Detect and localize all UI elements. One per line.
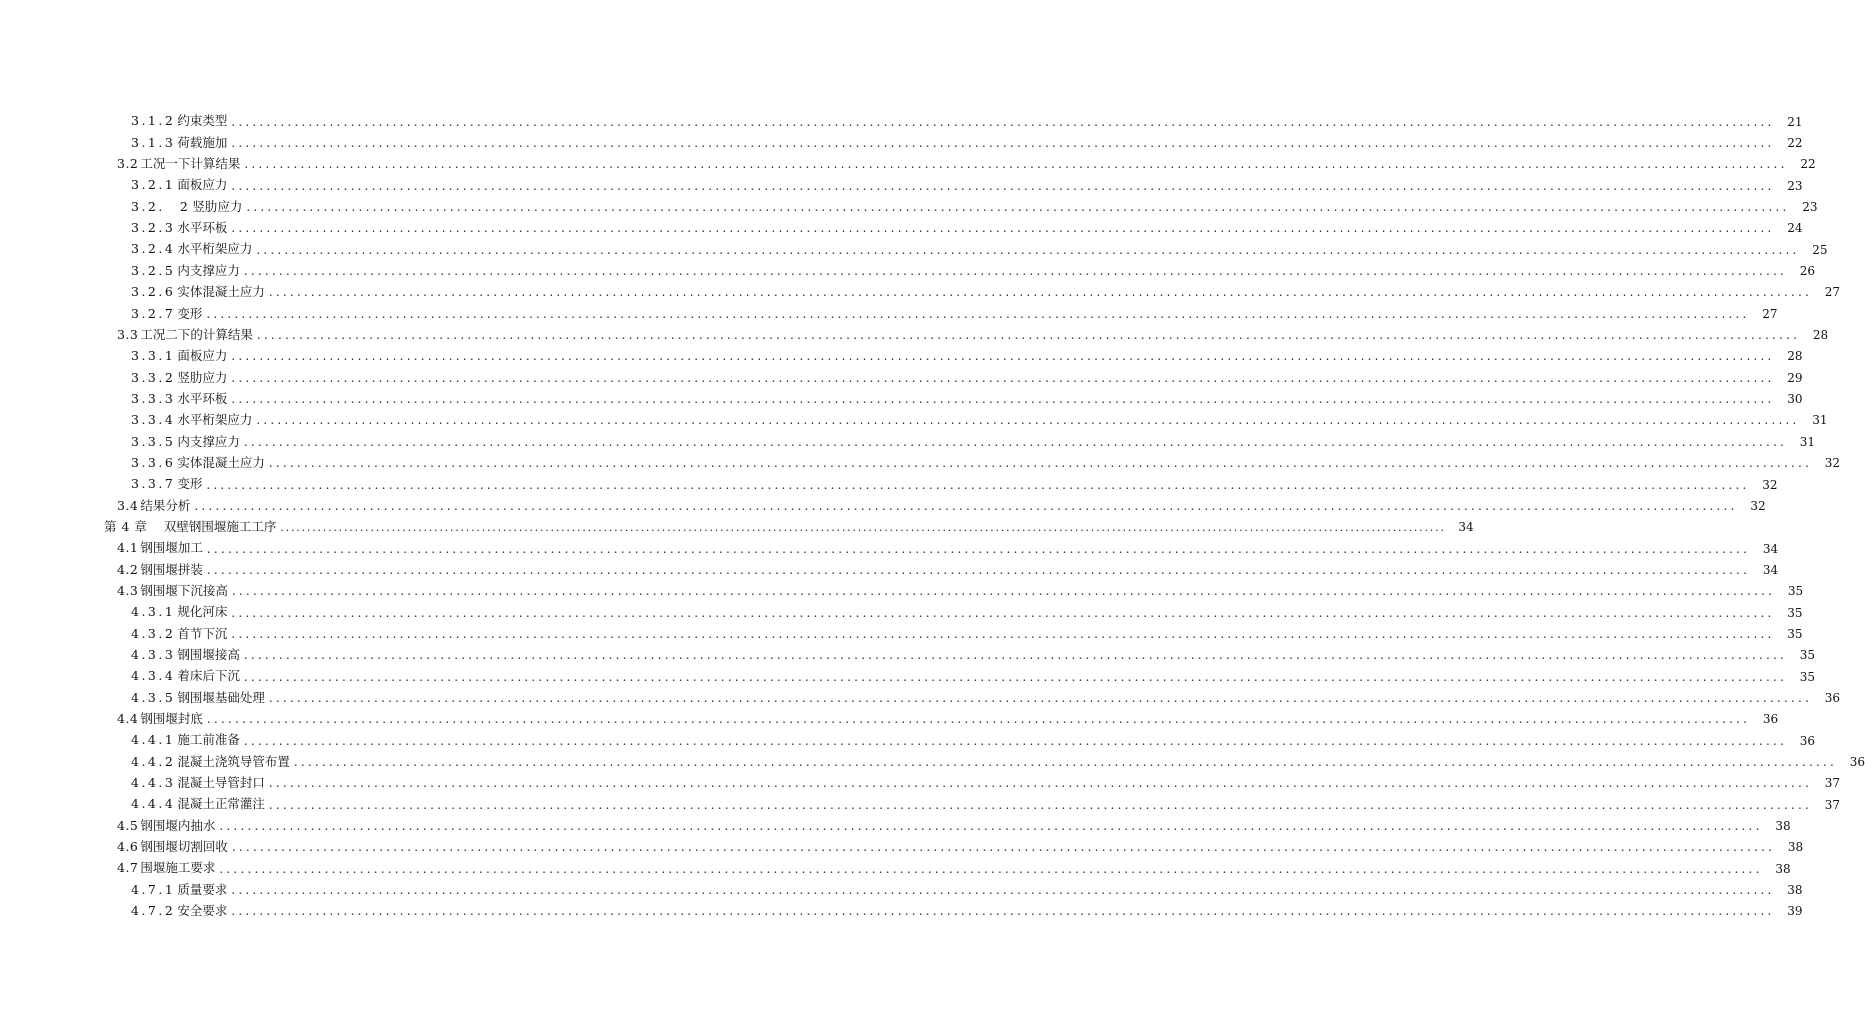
dot-leader: ............................................................................................................................................................................................................................ <box>206 541 1751 556</box>
dot-leader: ............................................................................................................................................................................................................................ <box>231 178 1775 193</box>
toc-entry-title: 着床后下沉 <box>177 668 240 684</box>
toc-entry-number: 3.2. 2 <box>131 198 191 214</box>
toc-entry-title: 混凝土浇筑导管布置 <box>177 753 290 769</box>
toc-entry-page-number: 35 <box>1787 605 1803 620</box>
toc-entry-text <box>131 777 265 790</box>
toc-entry-text <box>131 625 228 641</box>
toc-entry-title: 质量要求 <box>177 881 228 897</box>
toc-entry-text <box>131 606 227 619</box>
toc-entry[interactable] <box>0 324 1829 345</box>
toc-entry-page-number: 38 <box>1775 861 1791 876</box>
toc-entry-text <box>117 561 203 577</box>
toc-entry[interactable] <box>0 132 1803 153</box>
toc-entry-number: 4.5 <box>117 817 139 833</box>
dot-leader: ............................................................................................................................................................................................................................ <box>231 626 1775 641</box>
toc-entry-number: 4.4.3 <box>131 775 176 791</box>
toc-entry-page-number: 28 <box>1787 349 1803 364</box>
dot-leader: ............................................................................................................................................................................................................................ <box>231 584 1776 599</box>
toc-entry-number: 4.1 <box>117 540 139 556</box>
dot-leader: ............................................................................................................................................................................................................................ <box>231 840 1776 855</box>
toc-entry-number: 3.2.7 <box>131 305 176 321</box>
toc-entry-title: 结果分析 <box>140 497 191 513</box>
dot-leader: ............................................................................................................................................................................................................................ <box>244 157 1788 172</box>
toc-entry-title: 竖肋应力 <box>177 369 228 385</box>
toc-entry-title: 面板应力 <box>177 177 228 193</box>
toc-entry[interactable] <box>0 858 1791 879</box>
toc-entry[interactable] <box>0 111 1803 132</box>
toc-entry-title: 竖肋应力 <box>192 198 243 214</box>
toc-entry[interactable] <box>0 773 1841 794</box>
toc-entry-text <box>131 262 240 278</box>
toc-entry[interactable] <box>0 730 1816 751</box>
toc-entry-text <box>117 582 228 598</box>
toc-entry-number: 3.2.5 <box>131 262 176 278</box>
toc-entry-number: 第 4 章 <box>104 518 148 534</box>
dot-leader: ............................................................................................................................................................................................................................ <box>268 776 1813 791</box>
toc-entry-title: 双壁钢围堰施工工序 <box>151 518 277 534</box>
toc-entry[interactable] <box>0 687 1841 708</box>
dot-leader: ............................................................................................................................................................................................................................ <box>268 285 1813 300</box>
toc-entry[interactable] <box>0 453 1841 474</box>
toc-entry[interactable] <box>0 794 1841 815</box>
toc-entry-text <box>117 841 228 854</box>
dot-leader: ............................................................................................................................................................................................................................ <box>268 690 1813 705</box>
toc-entry-number: 4.3.5 <box>131 689 176 705</box>
dot-leader: ............................................................................................................................................................................................................................ <box>280 520 1446 534</box>
toc-entry-title: 钢围堰切割回收 <box>140 839 228 855</box>
toc-entry-page-number: 22 <box>1800 157 1816 172</box>
toc-entry-page-number: 38 <box>1787 883 1803 898</box>
dot-leader: ............................................................................................................................................................................................................................ <box>246 200 1790 215</box>
toc-entry-page-number: 36 <box>1762 712 1779 727</box>
toc-entry-page-number: 21 <box>1787 114 1803 129</box>
dot-leader: ............................................................................................................................................................................................................................ <box>206 306 1750 321</box>
dot-leader: ............................................................................................................................................................................................................................ <box>268 797 1813 812</box>
dot-leader: ............................................................................................................................................................................................................................ <box>231 883 1775 898</box>
toc-entry-text <box>117 542 203 555</box>
toc-entry-title: 工况一下计算结果 <box>140 156 241 172</box>
dot-leader: ............................................................................................................................................................................................................................ <box>231 349 1775 364</box>
toc-entry-text <box>131 179 227 192</box>
toc-entry[interactable] <box>0 282 1841 303</box>
dot-leader: ............................................................................................................................................................................................................................ <box>243 434 1788 449</box>
dot-leader: ............................................................................................................................................................................................................................ <box>231 221 1775 236</box>
toc-entry[interactable] <box>0 538 1779 559</box>
toc-entry-number: 4.3.2 <box>131 625 176 641</box>
toc-entry-text <box>131 414 252 427</box>
toc-entry-title: 钢围堰封底 <box>140 711 203 727</box>
toc-entry-page-number: 37 <box>1824 797 1841 812</box>
dot-leader: ............................................................................................................................................................................................................................ <box>243 733 1788 748</box>
toc-entry-page-number: 35 <box>1799 669 1816 684</box>
toc-entry-title: 规化河床 <box>177 604 228 620</box>
toc-entry-page-number: 30 <box>1787 392 1803 407</box>
toc-entry-number: 4.4 <box>117 711 139 727</box>
toc-entry-page-number: 23 <box>1787 178 1803 193</box>
toc-entry-title: 实体混凝土应力 <box>177 284 265 300</box>
toc-entry-text <box>117 817 216 833</box>
toc-entry-number: 3.3.6 <box>131 454 176 470</box>
toc-entry-page-number: 35 <box>1787 584 1804 599</box>
toc-entry-text <box>131 243 252 256</box>
toc-entry-title: 水平环板 <box>177 390 228 406</box>
toc-entry-number: 4.3.1 <box>131 604 176 620</box>
toc-entry-number: 3.3.2 <box>131 369 176 385</box>
dot-leader: ............................................................................................................................................................................................................................ <box>256 328 1801 343</box>
dot-leader: ............................................................................................................................................................................................................................ <box>219 819 1763 834</box>
toc-entry-page-number: 35 <box>1787 626 1803 641</box>
toc-entry[interactable] <box>0 602 1803 623</box>
toc-entry[interactable] <box>0 431 1816 452</box>
toc-entry-page-number: 36 <box>1799 733 1816 748</box>
toc-entry-text <box>117 713 203 726</box>
toc-entry-text <box>131 198 243 214</box>
toc-entry-title: 施工前准备 <box>177 732 240 748</box>
toc-entry-text <box>131 454 265 470</box>
toc-entry[interactable] <box>0 367 1803 388</box>
toc-entry-title: 钢围堰拼装 <box>140 561 203 577</box>
dot-leader: ............................................................................................................................................................................................................................ <box>256 242 1800 257</box>
dot-leader: ............................................................................................................................................................................................................................ <box>243 264 1788 279</box>
toc-entry-text <box>131 753 290 769</box>
toc-entry-text <box>117 326 253 342</box>
toc-entry-page-number: 38 <box>1787 840 1804 855</box>
toc-entry-page-number: 23 <box>1802 200 1818 215</box>
toc-entry-page-number: 22 <box>1787 136 1803 151</box>
dot-leader: ............................................................................................................................................................................................................................ <box>256 413 1800 428</box>
toc-entry-number: 4.7 <box>117 860 139 876</box>
toc-entry[interactable] <box>0 559 1779 580</box>
toc-entry-title: 变形 <box>177 305 203 321</box>
toc-entry-title: 水平桁架应力 <box>177 241 253 257</box>
toc-entry-title: 安全要求 <box>177 903 228 919</box>
toc-entry-number: 3.3.7 <box>131 476 176 492</box>
toc-entry-number: 4.7.1 <box>131 881 176 897</box>
toc-entry-text <box>117 497 191 513</box>
toc-entry-text <box>131 222 227 235</box>
toc-entry-number: 3.2.4 <box>131 241 176 257</box>
toc-entry-number: 3.3 <box>117 326 139 342</box>
toc-entry-number: 4.4.2 <box>131 753 176 769</box>
toc-entry-text <box>131 905 227 918</box>
toc-entry-page-number: 35 <box>1799 648 1816 663</box>
toc-entry[interactable] <box>0 239 1828 260</box>
toc-entry-number: 3.1.3 <box>131 134 176 150</box>
toc-entry-number: 4.4.1 <box>131 732 176 748</box>
toc-entry-page-number: 39 <box>1787 904 1803 919</box>
toc-entry-text <box>131 390 228 406</box>
toc-entry-page-number: 36 <box>1849 754 1865 769</box>
toc-entry-number: 4.2 <box>117 561 139 577</box>
toc-entry[interactable] <box>0 346 1803 367</box>
toc-entry-page-number: 24 <box>1787 221 1803 236</box>
toc-entry-title: 变形 <box>177 476 203 492</box>
toc-entry-page-number: 27 <box>1762 306 1778 321</box>
toc-entry-title: 钢围堰加工 <box>140 540 203 556</box>
toc-entry-number: 4.7.2 <box>131 903 176 919</box>
toc-entry-page-number: 29 <box>1787 370 1803 385</box>
toc-entry-text <box>131 350 227 363</box>
toc-entry-title: 水平环板 <box>177 220 228 236</box>
toc-entry[interactable] <box>0 645 1816 666</box>
toc-entry[interactable] <box>0 709 1779 730</box>
toc-entry-title: 内支撑应力 <box>177 262 240 278</box>
toc-entry-text <box>131 286 265 299</box>
toc-entry[interactable] <box>0 154 1816 175</box>
toc-entry[interactable] <box>0 517 1474 538</box>
dot-leader: ............................................................................................................................................................................................................................ <box>231 904 1775 919</box>
dot-leader: ............................................................................................................................................................................................................................ <box>206 562 1751 577</box>
toc-entry-number: 3.3.3 <box>131 390 176 406</box>
toc-entry[interactable] <box>0 666 1816 687</box>
toc-entry-number: 3.4 <box>117 497 139 513</box>
toc-entry-number: 3.2.1 <box>131 177 176 193</box>
dot-leader: ............................................................................................................................................................................................................................ <box>206 477 1750 492</box>
toc-entry[interactable] <box>0 303 1778 324</box>
toc-entry[interactable] <box>0 495 1766 516</box>
toc-entry-title: 钢围堰下沉接高 <box>140 582 228 598</box>
toc-entry-page-number: 34 <box>1762 541 1779 556</box>
toc-entry-title: 混凝土正常灌注 <box>177 796 265 812</box>
toc-entry-page-number: 28 <box>1812 328 1829 343</box>
toc-entry[interactable] <box>0 623 1803 644</box>
toc-entry[interactable] <box>0 474 1778 495</box>
toc-entry-page-number: 31 <box>1799 434 1816 449</box>
toc-entry-text <box>131 798 265 811</box>
toc-entry-text <box>131 134 228 150</box>
toc-entry-title: 钢围堰接高 <box>177 647 240 663</box>
toc-entry-page-number: 31 <box>1812 413 1828 428</box>
dot-leader: ............................................................................................................................................................................................................................ <box>206 712 1751 727</box>
toc-entry[interactable] <box>0 388 1803 409</box>
toc-entry-text <box>131 734 240 747</box>
toc-entry-title: 钢围堰内抽水 <box>140 817 216 833</box>
toc-entry-number: 4.3.3 <box>131 647 176 663</box>
dot-leader: ............................................................................................................................................................................................................................ <box>231 605 1775 620</box>
toc-entry-page-number: 34 <box>1762 562 1779 577</box>
toc-entry-text <box>131 433 240 449</box>
dot-leader: ............................................................................................................................................................................................................................ <box>293 754 1838 769</box>
toc-entry-number: 3.2.3 <box>131 220 176 236</box>
toc-entry[interactable] <box>0 218 1803 239</box>
toc-entry-title: 围堰施工要求 <box>140 860 216 876</box>
toc-entry[interactable] <box>0 410 1828 431</box>
toc-entry-text <box>117 158 240 171</box>
toc-entry-number: 4.3.4 <box>131 668 176 684</box>
toc-entry-number: 3.3.5 <box>131 433 176 449</box>
dot-leader: ............................................................................................................................................................................................................................ <box>243 648 1788 663</box>
dot-leader: ............................................................................................................................................................................................................................ <box>194 498 1738 513</box>
toc-entry-text <box>131 670 240 683</box>
toc-entry-page-number: 26 <box>1799 264 1816 279</box>
toc-entry-title: 混凝土导管封口 <box>177 775 265 791</box>
toc-entry-number: 4.3 <box>117 582 139 598</box>
toc-entry[interactable] <box>0 751 1865 772</box>
toc-entry[interactable] <box>0 581 1804 602</box>
toc-entry-page-number: 34 <box>1458 520 1474 535</box>
toc-entry-page-number: 32 <box>1824 456 1841 471</box>
dot-leader: ............................................................................................................................................................................................................................ <box>231 136 1775 151</box>
dot-leader: ............................................................................................................................................................................................................................ <box>231 114 1775 129</box>
toc-entry-text <box>131 689 265 705</box>
toc-entry-number: 3.1.2 <box>131 113 176 129</box>
toc-entry-text <box>131 369 228 385</box>
toc-entry-text <box>131 305 203 321</box>
toc-entry-page-number: 36 <box>1824 690 1841 705</box>
toc-entry-page-number: 37 <box>1824 776 1841 791</box>
toc-entry-title: 首节下沉 <box>177 625 228 641</box>
dot-leader: ............................................................................................................................................................................................................................ <box>219 861 1763 876</box>
dot-leader: ............................................................................................................................................................................................................................ <box>243 669 1788 684</box>
toc-entry[interactable] <box>0 260 1816 281</box>
toc-entry-number: 3.2 <box>117 156 139 172</box>
toc-entry-number: 3.2.6 <box>131 284 176 300</box>
toc-entry-title: 荷载施加 <box>177 134 228 150</box>
dot-leader: ............................................................................................................................................................................................................................ <box>268 456 1813 471</box>
toc-entry-title: 实体混凝土应力 <box>177 454 265 470</box>
toc-entry-text <box>131 478 202 491</box>
toc-entry-text <box>117 862 215 875</box>
toc-entry-number: 3.3.1 <box>131 348 176 364</box>
toc-entry-page-number: 38 <box>1775 819 1791 834</box>
toc-entry-title: 内支撑应力 <box>177 433 240 449</box>
toc-entry-title: 面板应力 <box>177 348 228 364</box>
table-of-contents <box>0 111 1865 922</box>
dot-leader: ............................................................................................................................................................................................................................ <box>231 392 1775 407</box>
toc-entry[interactable] <box>0 196 1818 217</box>
toc-entry-page-number: 27 <box>1824 285 1841 300</box>
toc-entry-title: 约束类型 <box>177 113 228 129</box>
toc-entry-title: 水平桁架应力 <box>177 412 253 428</box>
toc-entry-number: 4.4.4 <box>131 796 176 812</box>
toc-entry-page-number: 25 <box>1812 242 1828 257</box>
toc-entry-number: 4.6 <box>117 839 139 855</box>
toc-entry-text <box>131 649 240 662</box>
toc-entry-number: 3.3.4 <box>131 412 176 428</box>
toc-entry[interactable] <box>0 901 1803 922</box>
toc-entry-text <box>131 115 227 128</box>
toc-entry-page-number: 32 <box>1762 477 1778 492</box>
toc-entry[interactable] <box>0 815 1791 836</box>
toc-entry-title: 钢围堰基础处理 <box>177 689 265 705</box>
toc-entry-title: 工况二下的计算结果 <box>140 326 253 342</box>
toc-entry[interactable] <box>0 837 1804 858</box>
toc-entry-text <box>131 881 228 897</box>
toc-entry-page-number: 32 <box>1750 498 1766 513</box>
toc-entry-text <box>104 518 277 534</box>
dot-leader: ............................................................................................................................................................................................................................ <box>231 370 1775 385</box>
toc-entry[interactable] <box>0 175 1803 196</box>
toc-entry[interactable] <box>0 879 1803 900</box>
